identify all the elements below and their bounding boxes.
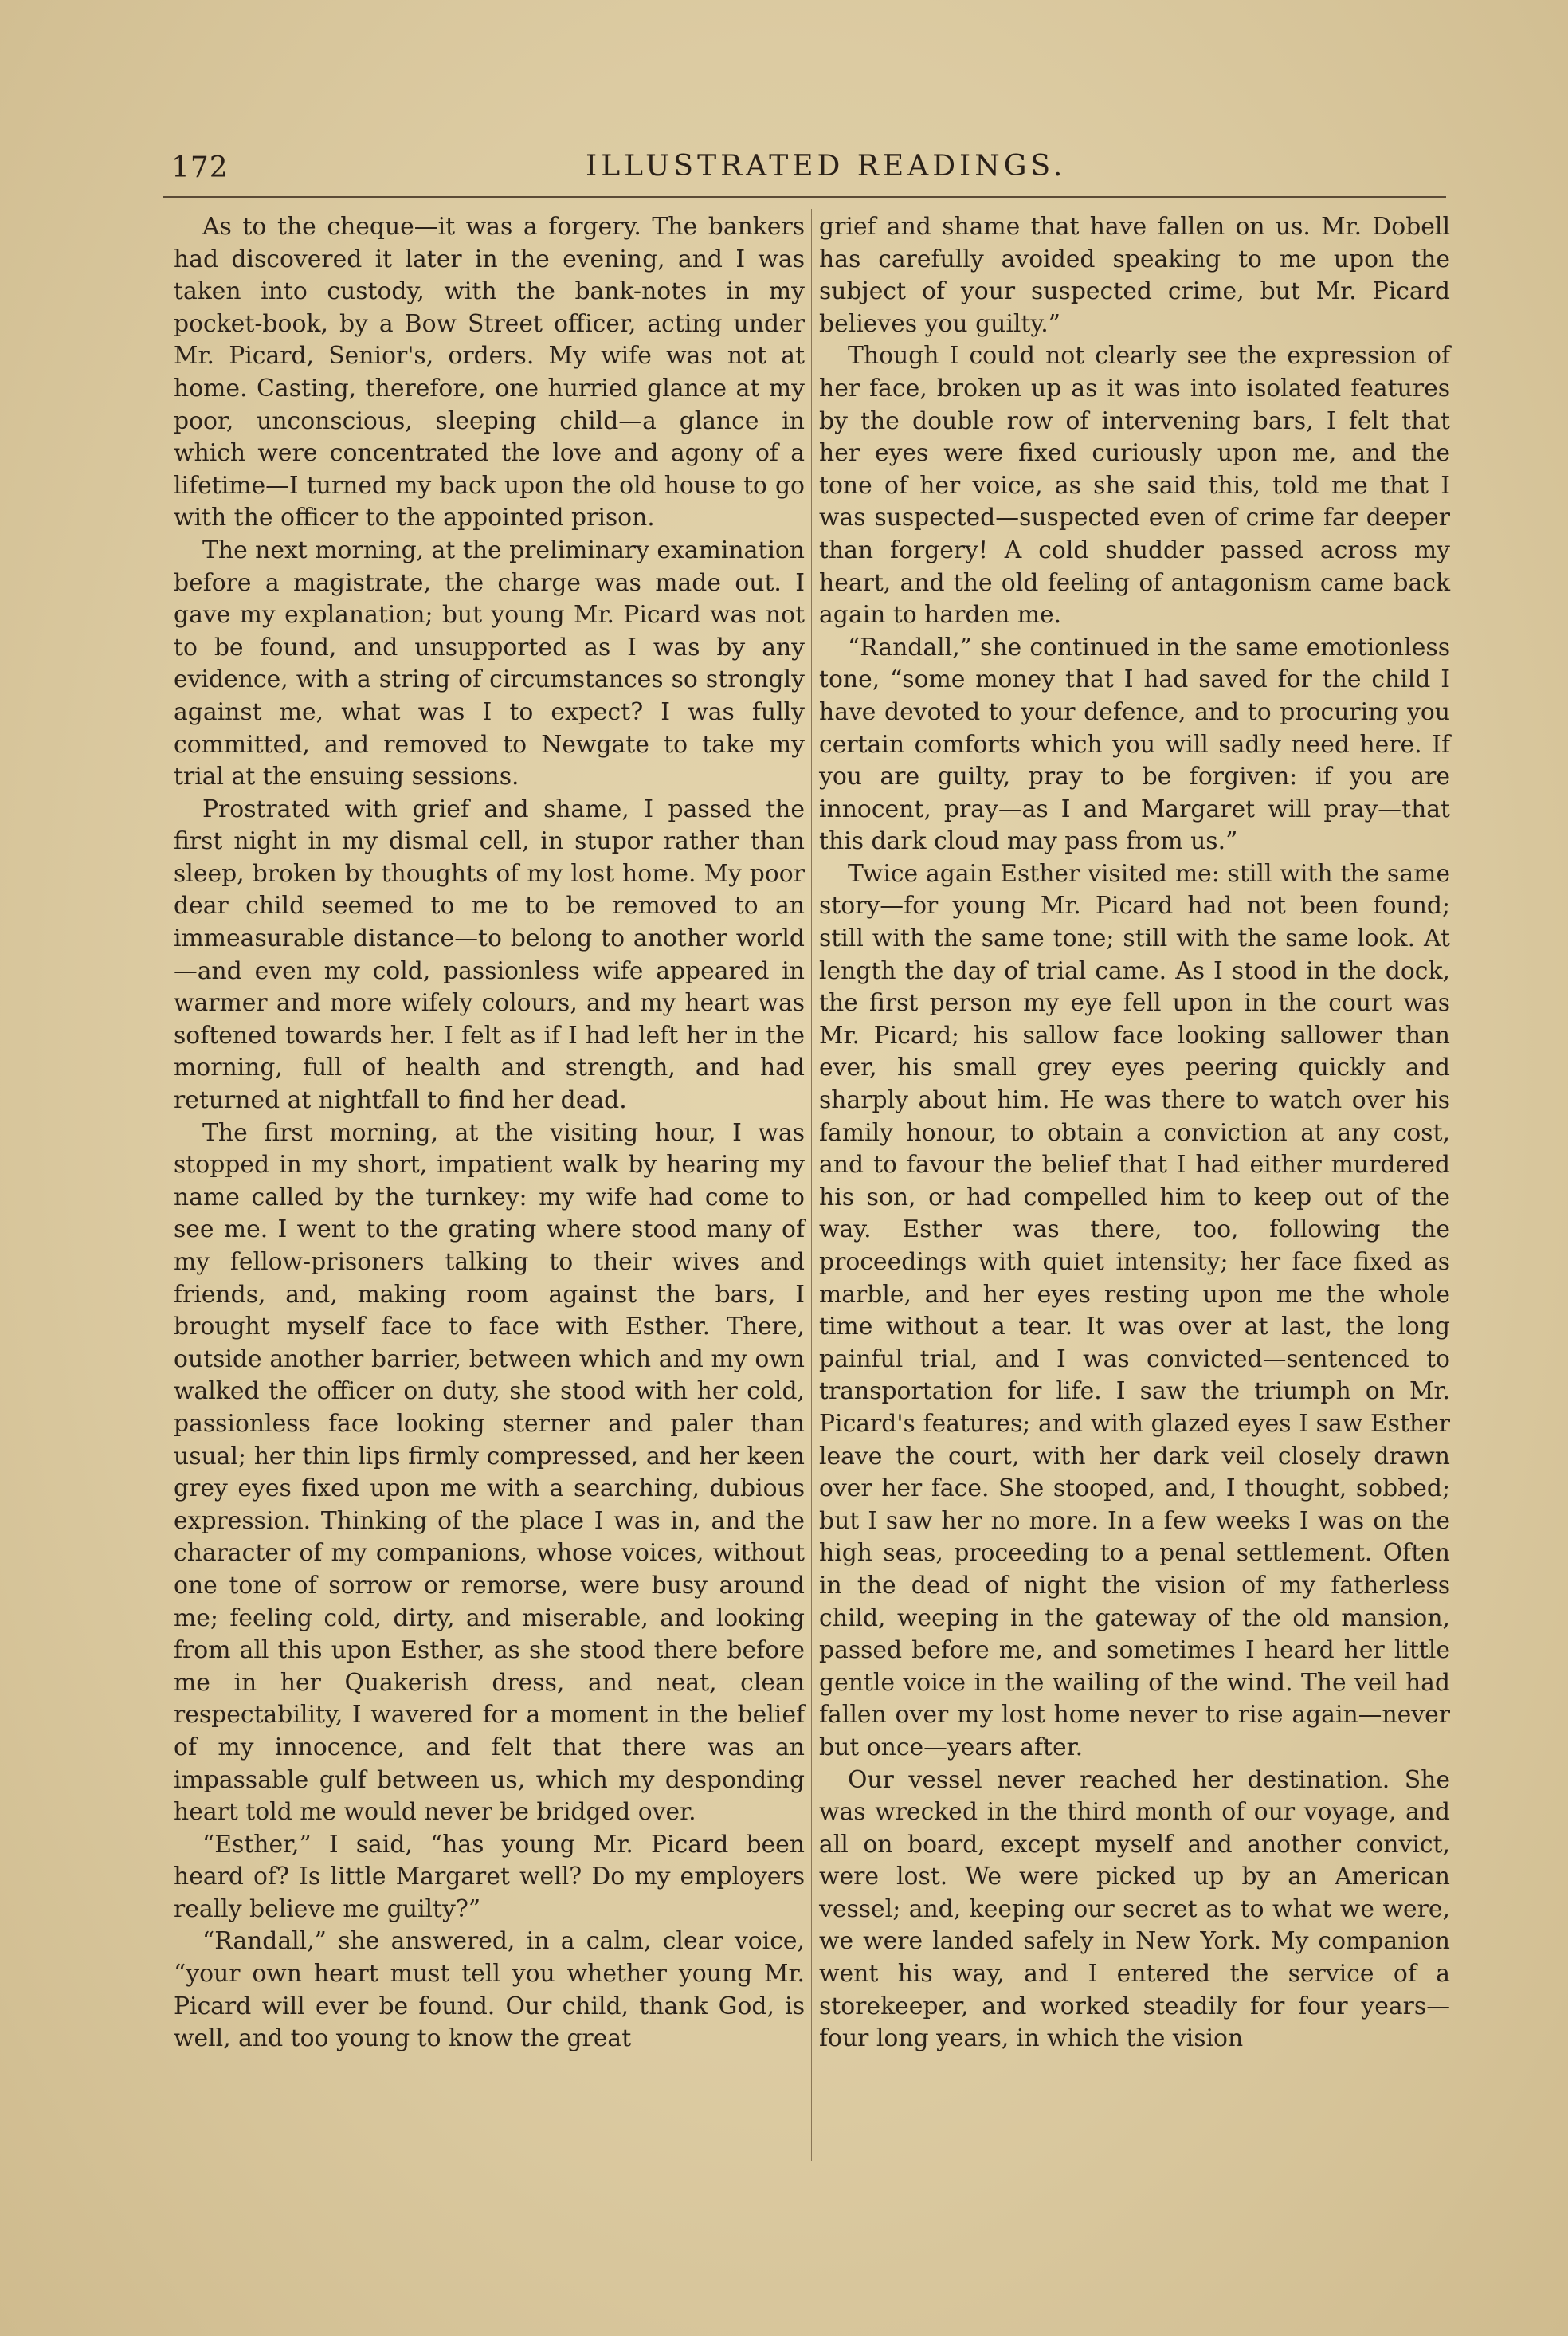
left-column [174,211,805,2055]
paragraph: Our vessel never reached her destination. She was wrecked in the third month of our voyage, and all on board, except myself and another convict, were lost. We were picked up by an American vessel; and, keeping our secret as to what we were, we were landed safely in New York. My companion went his way, and I entered the service of a storekeeper, and worked steadily for four years—four long years, in which the vision [819,1765,1450,2053]
paragraph: The next morning, at the preliminary examination before a magistrate, the charge was made out. I gave my explanation; but young Mr. Picard was not to be found, and unsupported as I was by any evidence, with a string of circumstances so strongly against me, what was I to expect? I was fully committed, and removed to Newgate to take my trial at the ensuing sessions. [174,536,805,791]
paragraph: Prostrated with grief and shame, I passed the first night in my dismal cell, in stupor rather than sleep, broken by thoughts of my lost home. My poor dear child seemed to me to be removed to an immeasurable distance—to belong to another world—and even my cold, passionless wife appeared in warmer and more wifely colours, and my heart was softened towards her. I felt as if I had left her in the morning, full of health and strength, and had returned at nightfall to find her dead. [174,795,805,1115]
paragraph: Twice again Esther visited me: still with the same story—for young Mr. Picard had not been found; still with the same tone; still with the same look. At length the day of trial came. As I stood in the dock, the first person my eye fell upon in the court was Mr. Picard; his sallow face looking sallower than ever, his small grey eyes peering quickly and sharply about him. He was there to watch over his family honour, to obtain a conviction at any cost, and to favour the belief that I had either murdered his son, or had compelled him to keep out of the way. Esther was there, too, following the proceedings with quiet intensity; her face fixed as marble, and her eyes resting upon me the whole time without a tear. It was over at last, the long painful trial, and I was convicted—sentenced to transportation for life. I saw the triumph on Mr. Picard's features; and with glazed eyes I saw Esther leave the court, with her dark veil closely drawn over her face. She stooped, and, I thought, sobbed; but I saw her no more. In a few weeks I was on the high seas, proceeding to a penal settlement. Often in the dead of night the vision of my fatherless child, weeping in the gateway of the old mansion, passed before me, and sometimes I heard her little gentle voice in the wailing of the wind. The veil had fallen over my lost home never to rise again—never but once—years after. [819,859,1450,1761]
header-rule [163,196,1446,198]
paragraph: As to the cheque—it was a forgery. The bankers had discovered it later in the evening, and I was taken into custody, with the bank-notes in my pocket-book, by a Bow Street officer, acting under Mr. Picard, Senior's, orders. My wife was not at home. Casting, therefore, one hurried glance at my poor, unconscious, sleeping child—a glance in which were concentrated the love and agony of a lifetime—I turned my back upon the old house to go with the officer to the appointed prison. [174,213,805,532]
paragraph: The first morning, at the visiting hour, I was stopped in my short, impatient walk by hearing my name called by the turnkey: my wife had come to see me. I went to the grating where stood many of my fellow-prisoners talking to their wives and friends, and, making room against the bars, I brought myself face to face with Esther. There, outside another barrier, between which and my own walked the officer on duty, she stood with her cold, passionless face looking sterner and paler than usual; her thin lips firmly compressed, and her keen grey eyes fixed upon me with a searching, dubious expression. Thinking of the place I was in, and the character of my companions, whose voices, without one tone of sorrow or remorse, were busy around me; feeling cold, dirty, and miserable, and looking from all this upon Esther, as she stood there before me in her Quakerish dress, and neat, clean respectability, I wavered for a moment in the belief of my innocence, and felt that there was an impassable gulf between us, which my desponding heart told me would never be bridged over. [174,1118,805,1827]
right-column [819,211,1450,2055]
page-number: 172 [171,151,229,184]
paragraph: “Randall,” she continued in the same emotionless tone, “some money that I had saved for the child I have devoted to your defence, and to procuring you certain comforts which you will sadly need here. If you are guilty, pray to be forgiven: if you are innocent, pray—as I and Margaret will pray—that this dark cloud may pass from us.” [819,633,1450,856]
paragraph: Though I could not clearly see the expression of her face, broken up as it was into isolated features by the double row of intervening bars, I felt that her eyes were fixed curiously upon me, and the tone of her voice, as she said this, told me that I was suspected—suspected even of crime far deeper than forgery! A cold shudder passed across my heart, and the old feeling of antagonism came back again to harden me. [819,342,1450,630]
paragraph-continuation: grief and shame that have fallen on us. Mr. Dobell has carefully avoided speaking to me upon the subject of your suspected crime, but Mr. Picard believes you guilty.” [819,213,1450,338]
column-divider [811,209,812,2161]
running-title: ILLUSTRATED READINGS. [586,150,1067,183]
paragraph: “Randall,” she answered, in a calm, clear voice, “your own heart must tell you whether young Mr. Picard will ever be found. Our child, thank God, is well, and too young to know the great [174,1927,805,2053]
page-header [171,150,1446,190]
paragraph: “Esther,” I said, “has young Mr. Picard been heard of? Is little Margaret well? Do my employers really believe me guilty?” [174,1830,805,1923]
